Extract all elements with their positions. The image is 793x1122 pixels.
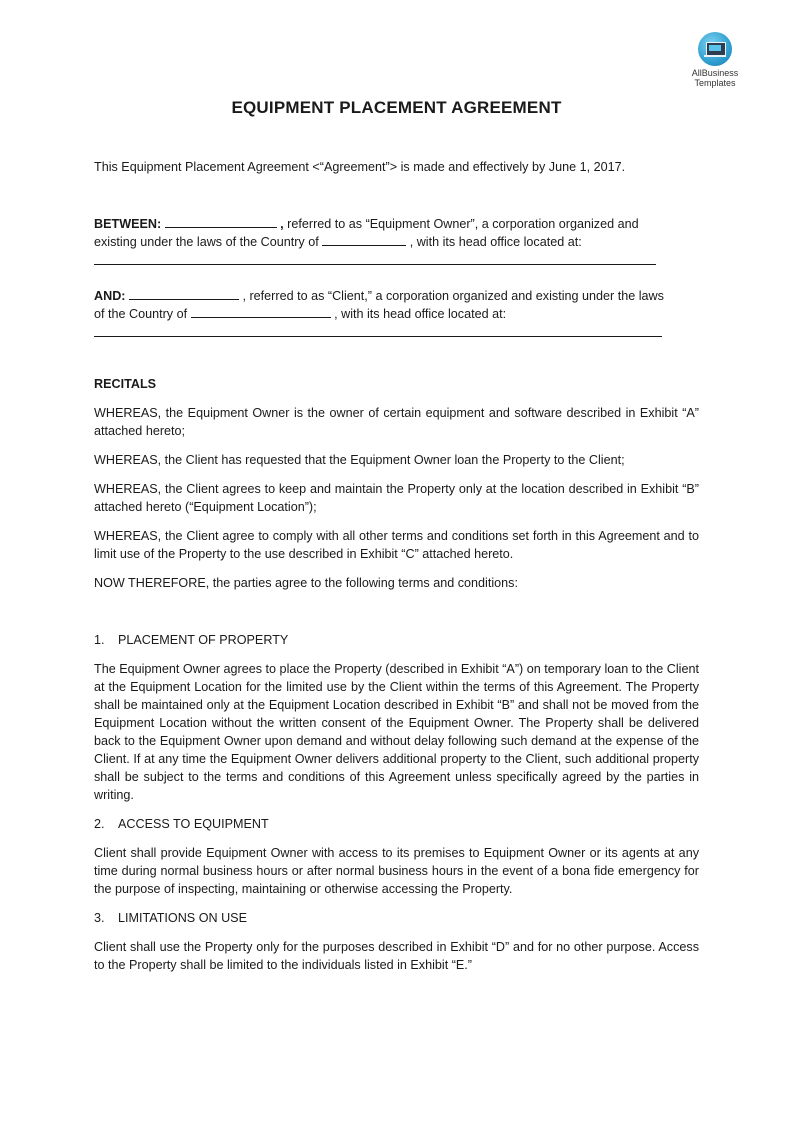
owner-country-blank [322, 233, 406, 246]
document-body [94, 158, 699, 974]
recital-item: NOW THEREFORE, the parties agree to the following terms and conditions: [94, 576, 518, 590]
section-heading-3 [94, 909, 699, 927]
section-title: PLACEMENT OF PROPERTY [118, 633, 289, 647]
and-block [94, 287, 699, 337]
logo-text [684, 68, 746, 88]
recital-item: WHEREAS, the Client agree to comply with all other terms and conditions set forth in this Agreement and to limit use of the Property to the use described in Exhibit “C” attached hereto. [94, 529, 699, 561]
recital-item: WHEREAS, the Client has requested that the Equipment Owner loan the Property to the Client; [94, 453, 625, 467]
intro-paragraph: This Equipment Placement Agreement <“Agreement”> is made and effectively by June 1, 2017. [94, 160, 626, 174]
brand-logo[interactable] [684, 32, 746, 88]
between-text3: , with its head office located at: [409, 235, 582, 249]
between-text2: existing under the laws of the Country of [94, 235, 319, 249]
recital-item: WHEREAS, the Client agrees to keep and maintain the Property only at the location described in Exhibit “B” attached hereto (“Equipment Location”); [94, 482, 699, 514]
and-text2: of the Country of [94, 307, 188, 321]
client-country-blank [191, 305, 331, 318]
client-address-line [94, 323, 662, 337]
between-block [94, 215, 699, 265]
between-comma: , [280, 217, 284, 231]
logo-line1: AllBusiness [691, 68, 739, 78]
laptop-icon [698, 32, 732, 66]
document-title: EQUIPMENT PLACEMENT AGREEMENT [231, 98, 562, 117]
client-name-blank [129, 287, 239, 300]
recitals-heading: RECITALS [94, 377, 157, 391]
owner-address-line [94, 251, 656, 265]
section-title: ACCESS TO EQUIPMENT [118, 817, 269, 831]
recital-item: WHEREAS, the Equipment Owner is the owner of certain equipment and software described in Exhibit “A” attached hereto; [94, 406, 699, 438]
owner-name-blank [165, 215, 277, 228]
and-label: AND: [94, 289, 126, 303]
section-heading-2 [94, 815, 699, 833]
section-body-1: The Equipment Owner agrees to place the Property (described in Exhibit “A”) on temporary loan to the Client at the Equipment Location for the limited use by the Client within the terms of this Agreement. The Property shall be maintained only at the Equipment Location described in Exhibit “B” and shall not be moved from the Equipment Location without the written consent of the Equipment Owner. The Property shall be delivered back to the Equipment Owner upon demand and without delay following such demand at the expense of the Client. If at any time the Equipment Owner delivers additional property to the Client, such additional property shall be subject to the terms and conditions of this Agreement unless specifically agreed by the parties in writing. [94, 662, 699, 802]
logo-line2: Templates [694, 78, 736, 88]
and-text3: , with its head office located at: [334, 307, 507, 321]
section-body-2: Client shall provide Equipment Owner with access to its premises to Equipment Owner or its agents at any time during normal business hours or after normal business hours in the event of a bona fide emergency for the purpose of inspecting, maintaining or otherwise accessing the Property. [94, 846, 699, 896]
section-body-3: Client shall use the Property only for the purposes described in Exhibit “D” and for no other purpose. Access to the Property shall be limited to the individuals listed in Exhibit “E.” [94, 940, 699, 972]
section-number: 3. [94, 911, 105, 925]
and-text1: , referred to as “Client,” a corporation organized and existing under the laws [242, 289, 664, 303]
section-number: 2. [94, 817, 105, 831]
between-label: BETWEEN: [94, 217, 162, 231]
section-title: LIMITATIONS ON USE [118, 911, 247, 925]
section-heading-1 [94, 631, 699, 649]
section-number: 1. [94, 633, 105, 647]
between-text1: referred to as “Equipment Owner”, a corporation organized and [287, 217, 639, 231]
